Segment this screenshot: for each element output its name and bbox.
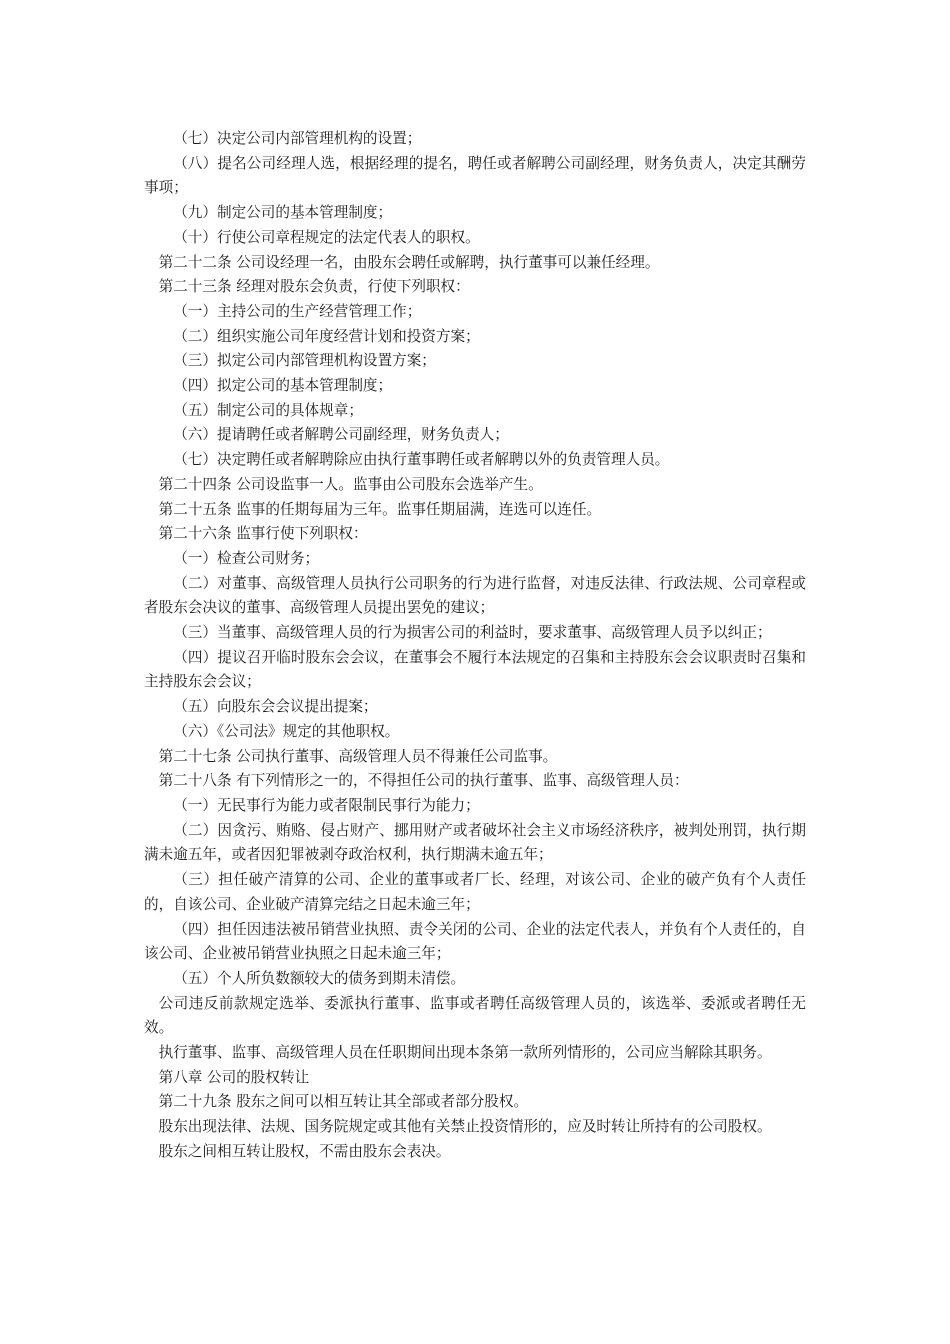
paragraph: （十）行使公司章程规定的法定代表人的职权。 <box>173 228 480 246</box>
article-26: 第二十六条 监事行使下列职权： <box>158 525 368 543</box>
paragraph: 公司违反前款规定选举、委派执行董事、监事或者聘任高级管理人员的，该选举、委派或者聘任无效。 <box>144 994 806 1037</box>
paragraph: （八）提名公司经理人选，根据经理的提名，聘任或者解聘公司副经理，财务负责人，决定其酬劳事项； <box>144 154 806 197</box>
article-22: 第二十二条 公司设经理一名，由股东会聘任或解聘，执行董事可以兼任经理。 <box>158 253 660 271</box>
article-27: 第二十七条 公司执行董事、高级管理人员不得兼任公司监事。 <box>158 747 558 765</box>
paragraph: （七）决定聘任或者解聘除应由执行董事聘任或者解聘以外的负责管理人员。 <box>173 451 670 469</box>
document-body <box>144 127 806 1165</box>
paragraph: （二）因贪污、贿赂、侵占财产、挪用财产或者破坏社会主义市场经济秩序，被判处刑罚，执行期满未逾五年，或者因犯罪被剥夺政治权利，执行期满未逾五年； <box>144 821 806 864</box>
paragraph: （七）决定公司内部管理机构的设置； <box>173 130 422 147</box>
article-28: 第二十八条 有下列情形之一的，不得担任公司的执行董事、监事、高级管理人员： <box>158 772 689 790</box>
paragraph: （三）担任破产清算的公司、企业的董事或者厂长、经理，对该公司、企业的破产负有个人责任的，自该公司、企业破产清算完结之日起未逾三年； <box>144 871 806 913</box>
paragraph: （三）拟定公司内部管理机构设置方案； <box>173 352 436 370</box>
paragraph: （五）制定公司的具体规章； <box>173 401 363 419</box>
paragraph: （五）个人所负数额较大的债务到期未清偿。 <box>173 969 466 987</box>
paragraph: （四）担任因违法被吊销营业执照、责令关闭的公司、企业的法定代表人，并负有个人责任的，自该公司、企业被吊销营业执照之日起未逾三年； <box>144 920 806 963</box>
paragraph: （三）当董事、高级管理人员的行为损害公司的利益时，要求董事、高级管理人员予以纠正； <box>173 624 772 642</box>
paragraph: （六）提请聘任或者解聘公司副经理，财务负责人； <box>173 426 509 444</box>
article-23: 第二十三条 经理对股东会负责，行使下列职权： <box>158 278 470 296</box>
paragraph: （一）检查公司财务； <box>173 549 320 567</box>
article-29: 第二十九条 股东之间可以相互转让其全部或者部分股权。 <box>158 1093 529 1111</box>
paragraph: 股东出现法律、法规、国务院规定或其他有关禁止投资情形的，应及时转让所持有的公司股权。 <box>158 1118 772 1136</box>
paragraph: 执行董事、监事、高级管理人员在任职期间出现本条第一款所列情形的，公司应当解除其职务。 <box>158 1044 772 1062</box>
chapter-8-title: 第八章 公司的股权转让 <box>158 1068 310 1086</box>
article-25: 第二十五条 监事的任期每届为三年。监事任期届满，连选可以连任。 <box>158 500 602 518</box>
paragraph: （九）制定公司的基本管理制度； <box>173 204 393 222</box>
paragraph: （二）对董事、高级管理人员执行公司职务的行为进行监督，对违反法律、行政法规、公司章程或者股东会决议的董事、高级管理人员提出罢免的建议； <box>144 574 806 617</box>
paragraph: （六）《公司法》规定的其他职权。 <box>173 722 400 740</box>
paragraph: （二）组织实施公司年度经营计划和投资方案； <box>173 327 480 345</box>
paragraph: （一）主持公司的生产经营管理工作； <box>173 302 422 320</box>
paragraph: 股东之间相互转让股权，不需由股东会表决。 <box>158 1142 451 1160</box>
paragraph: （四）提议召开临时股东会会议，在董事会不履行本法规定的召集和主持股东会会议职责时召集和主持股东会会议； <box>144 648 806 691</box>
paragraph: （一）无民事行为能力或者限制民事行为能力； <box>173 796 480 814</box>
paragraph: （四）拟定公司的基本管理制度； <box>173 377 393 395</box>
paragraph: （五）向股东会会议提出提案； <box>173 698 378 716</box>
article-24: 第二十四条 公司设监事一人。监事由公司股东会选举产生。 <box>158 475 543 493</box>
